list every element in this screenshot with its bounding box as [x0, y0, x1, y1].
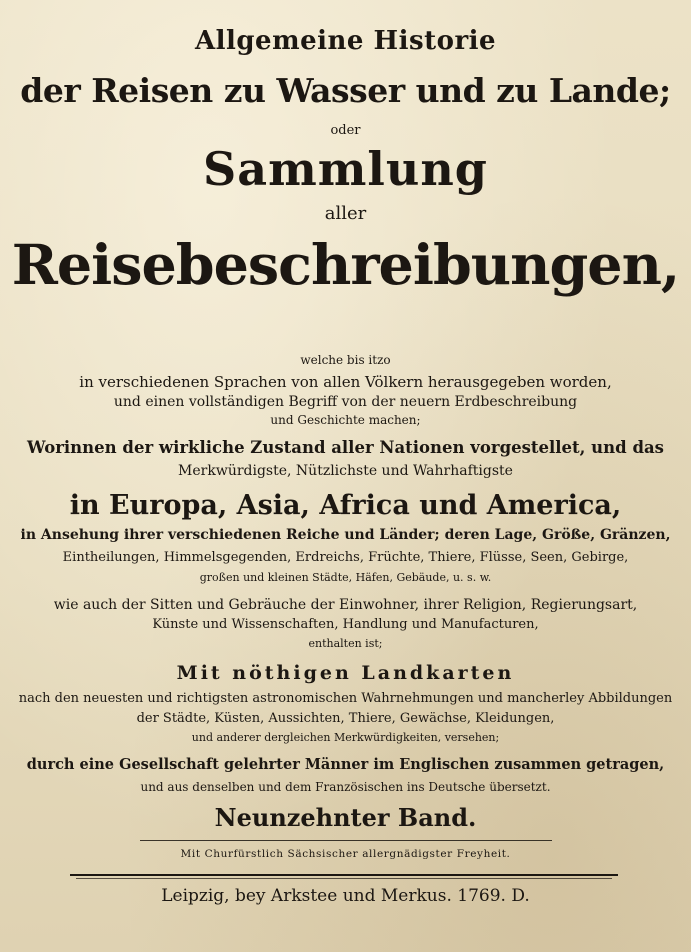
worinnen-line-2: Merkwürdigste, Nützlichste und Wahrhaftigste — [178, 463, 513, 479]
double-rule-thin — [76, 878, 612, 879]
continents-line: in Europa, Asia, Africa und America, — [69, 490, 622, 521]
worinnen-line-1: Worinnen der wirkliche Zustand aller Nationen vorgestellet, und das — [27, 438, 664, 457]
ansehung-line-1: in Ansehung ihrer verschiedenen Reiche und Länder; deren Lage, Größe, Gränzen, — [20, 527, 671, 543]
durch-line-2: und aus denselben und dem Französischen ins Deutsche übersetzt. — [140, 780, 551, 794]
subtitle-line-3: und Geschichte machen; — [270, 413, 421, 427]
nach-line-3: und anderer dergleichen Merkwürdigkeiten, versehen; — [191, 731, 500, 744]
ansehung-line-2: Eintheilungen, Himmelsgegenden, Erdreichs, Früchte, Thiere, Flüsse, Seen, Gebirge, — [62, 550, 629, 565]
ansehung-line-3: großen und kleinen Städte, Häfen, Gebäude, u. s. w. — [199, 571, 492, 584]
title-line-reisen: der Reisen zu Wasser und zu Lande; — [20, 71, 671, 110]
volume-line: Neunzehnter Band. — [214, 803, 477, 832]
sitten-line-1: wie auch der Sitten und Gebräuche der Einwohner, ihrer Religion, Regierungsart, — [53, 597, 638, 613]
imprint-line: Leipzig, bey Arkstee und Merkus. 1769. D. — [161, 886, 530, 906]
sitten-line-2: Künste und Wissenschaften, Handlung und Manufacturen, — [152, 617, 539, 632]
subtitle-line-1: in verschiedenen Sprachen von allen Völkern herausgegeben worden, — [79, 373, 612, 391]
title-line-reisebeschreibungen: Reisebeschreibungen, — [11, 233, 680, 298]
subtitle-welche: welche bis itzo — [300, 353, 391, 367]
title-aller: aller — [324, 203, 367, 224]
sitten-line-3: enthalten ist; — [308, 637, 383, 650]
title-oder: oder — [330, 123, 361, 138]
double-rule-thick — [70, 874, 618, 876]
subtitle-line-2: und einen vollständigen Begriff von der neuern Erdbeschreibung — [113, 394, 578, 410]
mit-landkarten-line: Mit nöthigen Landkarten — [176, 662, 515, 684]
title-line-sammlung: Sammlung — [203, 142, 488, 196]
privilege-line: Mit Churfürstlich Sächsischer allergnädigster Freyheit. — [180, 848, 511, 860]
durch-line-1: durch eine Gesellschaft gelehrter Männer im Englischen zusammen getragen, — [26, 756, 665, 773]
nach-line-1: nach den neuesten und richtigsten astronomischen Wahrnehmungen und mancherley Abbildungen — [18, 691, 673, 706]
nach-line-2: der Städte, Küsten, Aussichten, Thiere, Gewächse, Kleidungen, — [136, 711, 555, 726]
rule-above-privilege — [140, 840, 552, 841]
title-line-allgemeine-historie: Allgemeine Historie — [194, 26, 497, 56]
